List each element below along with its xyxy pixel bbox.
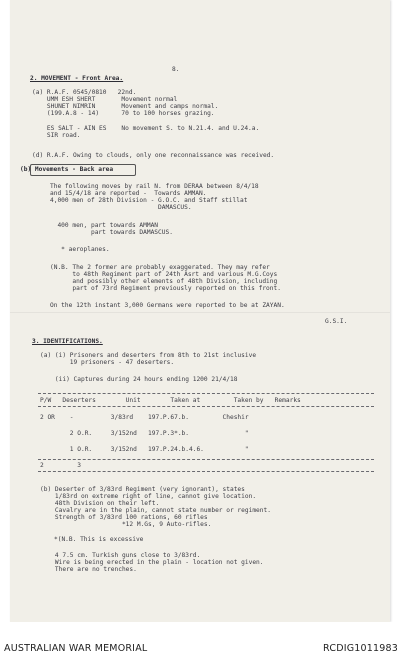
text-line: (a) R.A.F. 0545/0810 22nd. [32,89,137,96]
table-row: 2 OR - 3/83rd 197.P.67.b. Cheshir [40,414,249,421]
footer-institution: AUSTRALIAN WAR MEMORIAL [4,643,148,654]
text-line: part of 73rd Regiment previously reported on this front. [50,285,281,292]
text-line: * aeroplanes. [50,246,110,253]
table-rule-total [38,459,374,460]
heading-box [30,164,136,176]
text-line: 400 men, part towards AMMAN [50,222,159,229]
archive-footer [0,622,404,654]
text-line: (N.B. The 2 former are probably exaggerated. They may refer [50,264,270,271]
text-line: (b) Deserter of 3/83rd Regiment (very ignorant), states [40,486,245,493]
table-rule-bottom [38,471,374,472]
text-line: There are no trenches. [40,566,137,573]
document-page [10,0,390,622]
page-number: 8. [172,66,180,73]
text-line: ES SALT - AIN ES No movement S. to N.21.4. and U.24.a. [32,125,260,132]
table-rule-header [38,406,374,407]
text-line: Strength of 3/83rd 100 rations, 60 rifles [40,514,208,521]
text-line: SHUNET NIMRIN Movement and camps normal. [32,103,219,110]
text-line: (a) (i) Prisoners and deserters from 8th to 21st inclusive [40,352,257,359]
table-total: 2 3 [40,462,81,469]
table-row: 1 O.R. 3/152nd 197.P.24.b.4.6. " [40,446,249,453]
table-rule-top [38,393,374,394]
text-line: The following moves by rail N. from DERAA between 8/4/18 [50,183,259,190]
signature: G.S.I. [325,318,348,325]
text-line: Wire is being erected in the plain - location not given. [40,559,264,566]
section-2d-line: (d) R.A.F. Owing to clouds, only one reconnaissance was received. [32,152,275,159]
text-line: DAMASCUS. [50,204,192,211]
paper-fold [10,312,390,313]
text-line: *12 M.Gs, 9 Auto-rifles. [40,521,212,528]
text-line: Cavalry are in the plain, cannot state number or regiment. [40,507,271,514]
text-line: 4,000 men of 28th Division - G.O.C. and Staff stillat [50,197,248,204]
text-line: SIR road. [32,132,81,139]
footer-record-id: RCDIG1011983 [323,643,398,654]
text-line: 19 prisoners - 47 deserters. [40,359,175,366]
text-line: UMM ESH SHERT Movement normal [32,96,178,103]
section-2b-heading: (b) Movements - Back area [20,166,114,173]
section-2-heading: 2. MOVEMENT - Front Area. [30,75,124,82]
text-line: (ii) Captures during 24 hours ending 1200 21/4/18 [40,376,238,383]
section-3-heading: 3. IDENTIFICATIONS. [32,338,103,345]
text-line: On the 12th instant 3,000 Germans were reported to be at ZAYAN. [50,302,285,309]
table-row: 2 O.R. 3/152nd 197.P.3*.b. " [40,430,249,437]
excessive-note: *(N.B. This is excessive [54,536,144,543]
text-line: and 15/4/18 are reported - Towards AMMAN. [50,190,207,197]
text-line: part towards DAMASCUS. [50,229,173,236]
text-line: 48th Division on their left. [40,500,160,507]
text-line: (199.A.8 - 14) 70 to 100 horses grazing. [32,110,215,117]
text-line: 1/83rd on extreme right of line, cannot give location. [40,493,257,500]
text-line: and possibly other elements of 48th Division, including [50,278,278,285]
text-line: to 48th Regiment part of 24th Asrt and various M.G.Coys [50,271,278,278]
text-line: 4 7.5 cm. Turkish guns close to 3/83rd. [40,552,201,559]
table-header: P/W Deserters Unit Taken at Taken by Remarks [40,397,301,404]
